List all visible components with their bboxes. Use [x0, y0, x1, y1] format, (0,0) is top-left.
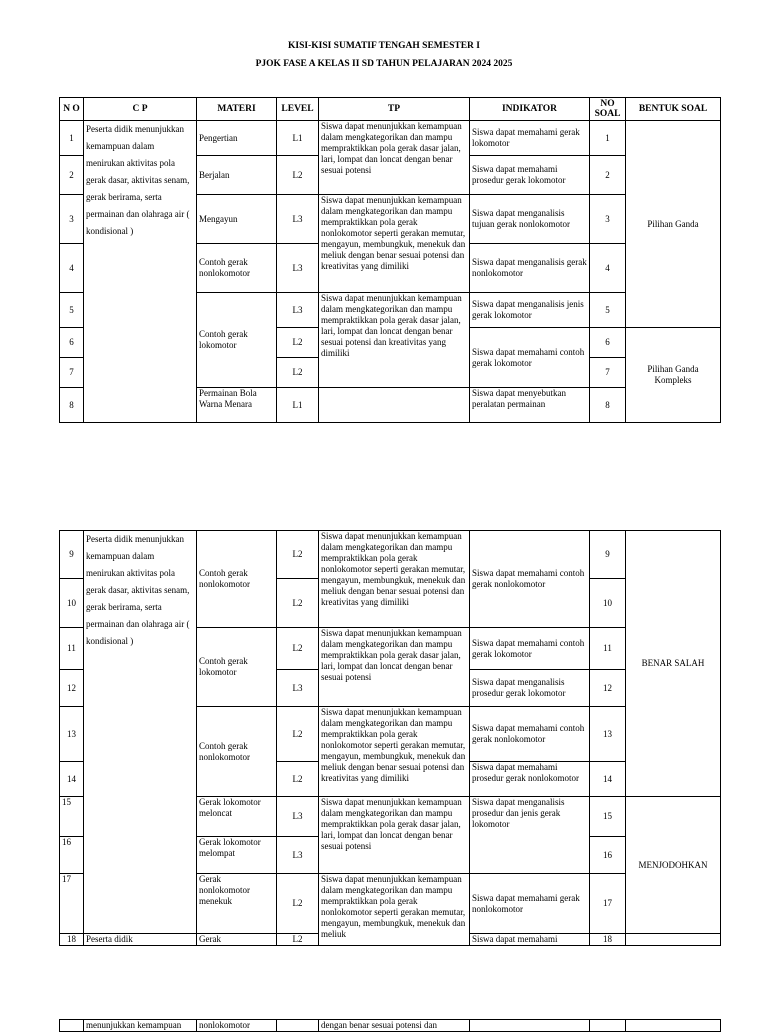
cp-cell: Peserta didik menunjukkan kemampuan dalam menirukan aktivitas pola gerak dasar, aktivitas senam, gerak berirama, serta permainan dan olahraga air ( kondisional ): [84, 121, 197, 423]
indikator-cell: Siswa dapat menyebutkan peralatan permainan: [470, 388, 590, 423]
row-no: 14: [60, 762, 84, 797]
no-soal-cell: 9: [590, 531, 626, 579]
row-no: 11: [60, 628, 84, 670]
level-cell: [277, 1020, 319, 1032]
no-soal-cell: 17: [590, 874, 626, 934]
level-cell: L3: [277, 837, 319, 874]
level-cell: L3: [277, 670, 319, 707]
document-title: KISI-KISI SUMATIF TENGAH SEMESTER I: [288, 41, 480, 51]
level-cell: L3: [277, 195, 319, 244]
row-no: 15: [60, 797, 84, 837]
level-cell: L1: [277, 388, 319, 423]
level-cell: L2: [277, 358, 319, 388]
col-tp: TP: [319, 98, 470, 121]
bentuk-soal-cell: Pilihan Ganda Kompleks: [626, 328, 721, 423]
row-no: 18: [60, 934, 84, 946]
materi-cell: Permainan Bola Warna Menara: [197, 388, 277, 423]
level-cell: L2: [277, 934, 319, 946]
col-bentuk-soal: BENTUK SOAL: [626, 98, 721, 121]
materi-cell: Gerak lokomotor meloncat: [197, 797, 277, 837]
kisi-table-1: [59, 97, 721, 423]
materi-cell: Gerak: [197, 934, 277, 946]
bentuk-soal-cell: [626, 1020, 721, 1032]
row-no: 17: [60, 874, 84, 934]
level-cell: L3: [277, 244, 319, 293]
indikator-cell: Siswa dapat menganalisis tujuan gerak nonlokomotor: [470, 195, 590, 244]
level-cell: L2: [277, 531, 319, 579]
materi-cell: Gerak lokomotor melompat: [197, 837, 277, 874]
header-row: [60, 98, 721, 121]
indikator-cell: Siswa dapat memahami contoh gerak nonlokomotor: [470, 707, 590, 762]
no-soal-cell: 10: [590, 579, 626, 628]
row-no: 8: [60, 388, 84, 423]
tp-cell: [319, 388, 470, 423]
materi-cell: Mengayun: [197, 195, 277, 244]
table-row: [60, 531, 721, 579]
row-no: 3: [60, 195, 84, 244]
tp-cell: dengan benar sesuai potensi dan: [319, 1020, 470, 1032]
cp-cell: menunjukkan kemampuan: [84, 1020, 197, 1032]
col-no: N O: [60, 98, 84, 121]
tp-cell: Siswa dapat menunjukkan kemampuan dalam mengkategorikan dan mampu mempraktikkan pola gerak dasar jalan, lari, lompat dan loncat dengan benar sesuai potensi: [319, 797, 470, 874]
no-soal-cell: 5: [590, 293, 626, 328]
tp-cell: Siswa dapat menunjukkan kemampuan dalam mengkategorikan dan mampu mempraktikkan pola gerak nonlokomotor seperti gerakan memutar, mengayun, membungkuk, menekuk dan meliuk: [319, 874, 470, 946]
level-cell: L2: [277, 874, 319, 934]
level-cell: L2: [277, 156, 319, 195]
level-cell: L2: [277, 707, 319, 762]
row-no: 9: [60, 531, 84, 579]
row-no: 2: [60, 156, 84, 195]
no-soal-cell: 11: [590, 628, 626, 670]
row-no: 12: [60, 670, 84, 707]
kisi-table-3: [59, 1019, 721, 1032]
row-no: 5: [60, 293, 84, 328]
indikator-cell: Siswa dapat menganalisis jenis gerak lokomotor: [470, 293, 590, 328]
tp-cell: Siswa dapat menunjukkan kemampuan dalam mengkategorikan dan mampu mempraktikkan pola gerak dasar jalan, lari, lompat dan loncat dengan benar sesuai potensi dan kreativitas yang dimiliki: [319, 293, 470, 388]
indikator-cell: Siswa dapat memahami gerak lokomotor: [470, 121, 590, 156]
materi-cell: Contoh gerak lokomotor: [197, 628, 277, 707]
indikator-cell: Siswa dapat menganalisis prosedur gerak lokomotor: [470, 670, 590, 707]
tp-cell: Siswa dapat menunjukkan kemampuan dalam mengkategorikan dan mampu mempraktikkan pola gerak dasar jalan, lari, lompat dan loncat dengan benar sesuai potensi: [319, 628, 470, 707]
no-soal-cell: 4: [590, 244, 626, 293]
indikator-cell: Siswa dapat menganalisis gerak nonlokomotor: [470, 244, 590, 293]
document-subtitle: PJOK FASE A KELAS II SD TAHUN PELAJARAN 2024 2025: [255, 59, 513, 69]
col-no-soal: NO SOAL: [590, 98, 626, 121]
indikator-cell: Siswa dapat memahami: [470, 934, 590, 946]
level-cell: L2: [277, 328, 319, 358]
bentuk-soal-cell: MENJODOHKAN: [626, 797, 721, 934]
level-cell: L1: [277, 121, 319, 156]
col-materi: MATERI: [197, 98, 277, 121]
level-cell: L2: [277, 762, 319, 797]
tp-cell: Siswa dapat menunjukkan kemampuan dalam mengkategorikan dan mampu mempraktikkan pola gerak nonlokomotor seperti gerakan memutar, mengayun, membungkuk, menekuk dan meliuk dengan benar sesuai potensi dan kreativitas yang dimiliki: [319, 531, 470, 628]
col-level: LEVEL: [277, 98, 319, 121]
no-soal-cell: 15: [590, 797, 626, 837]
row-no: 6: [60, 328, 84, 358]
bentuk-soal-cell: BENAR SALAH: [626, 531, 721, 797]
col-indikator: INDIKATOR: [470, 98, 590, 121]
no-soal-cell: 18: [590, 934, 626, 946]
no-soal-cell: 7: [590, 358, 626, 388]
indikator-cell: Siswa dapat memahami gerak nonlokomotor: [470, 874, 590, 934]
row-no: [60, 1020, 84, 1032]
bentuk-soal-cell: [626, 934, 721, 946]
no-soal-cell: 12: [590, 670, 626, 707]
materi-cell: nonlokomotor: [197, 1020, 277, 1032]
materi-cell: Contoh gerak nonlokomotor: [197, 531, 277, 628]
cp-cell: Peserta didik menunjukkan kemampuan dalam menirukan aktivitas pola gerak dasar, aktivitas senam, gerak berirama, serta permainan dan olahraga air ( kondisional ): [84, 531, 197, 934]
no-soal-cell: 8: [590, 388, 626, 423]
bentuk-soal-cell: Pilihan Ganda: [626, 121, 721, 328]
indikator-cell: Siswa dapat memahami contoh gerak lokomotor: [470, 328, 590, 388]
cp-cell: Peserta didik: [84, 934, 197, 946]
row-no: 10: [60, 579, 84, 628]
tp-cell: Siswa dapat menunjukkan kemampuan dalam mengkategorikan dan mampu mempraktikkan pola gerak nonlokomotor seperti gerakan memutar, mengayun, membungkuk, menekuk dan meliuk dengan benar sesuai potensi dan kreativitas yang dimiliki: [319, 195, 470, 293]
indikator-cell: Siswa dapat memahami prosedur gerak lokomotor: [470, 156, 590, 195]
no-soal-cell: 14: [590, 762, 626, 797]
table-row: [60, 121, 721, 156]
no-soal-cell: 16: [590, 837, 626, 874]
col-cp: C P: [84, 98, 197, 121]
materi-cell: Berjalan: [197, 156, 277, 195]
no-soal-cell: [590, 1020, 626, 1032]
no-soal-cell: 6: [590, 328, 626, 358]
materi-cell: Contoh gerak nonlokomotor: [197, 707, 277, 797]
level-cell: L2: [277, 628, 319, 670]
indikator-cell: Siswa dapat memahami contoh gerak lokomotor: [470, 628, 590, 670]
kisi-table-2: [59, 530, 721, 946]
row-no: 16: [60, 837, 84, 874]
tp-cell: Siswa dapat menunjukkan kemampuan dalam mengkategorikan dan mampu mempraktikkan pola gerak dasar jalan, lari, lompat dan loncat dengan benar sesuai potensi: [319, 121, 470, 195]
row-no: 13: [60, 707, 84, 762]
table-row: [60, 1020, 721, 1032]
materi-cell: Contoh gerak lokomotor: [197, 293, 277, 388]
no-soal-cell: 13: [590, 707, 626, 762]
level-cell: L3: [277, 293, 319, 328]
level-cell: L2: [277, 579, 319, 628]
indikator-cell: Siswa dapat menganalisis prosedur dan jenis gerak lokomotor: [470, 797, 590, 874]
indikator-cell: [470, 1020, 590, 1032]
indikator-cell: Siswa dapat memahami contoh gerak nonlokomotor: [470, 531, 590, 628]
no-soal-cell: 1: [590, 121, 626, 156]
tp-cell: Siswa dapat menunjukkan kemampuan dalam mengkategorikan dan mampu mempraktikkan pola gerak nonlokomotor seperti gerakan memutar, mengayun, membungkuk, menekuk dan meliuk dengan benar sesuai potensi dan kreativitas yang dimiliki: [319, 707, 470, 797]
row-no: 4: [60, 244, 84, 293]
row-no: 1: [60, 121, 84, 156]
indikator-cell: Siswa dapat memahami prosedur gerak nonlokomotor: [470, 762, 590, 797]
materi-cell: Pengertian: [197, 121, 277, 156]
materi-cell: Gerak nonlokomotor menekuk: [197, 874, 277, 934]
materi-cell: Contoh gerak nonlokomotor: [197, 244, 277, 293]
no-soal-cell: 2: [590, 156, 626, 195]
row-no: 7: [60, 358, 84, 388]
level-cell: L3: [277, 797, 319, 837]
no-soal-cell: 3: [590, 195, 626, 244]
